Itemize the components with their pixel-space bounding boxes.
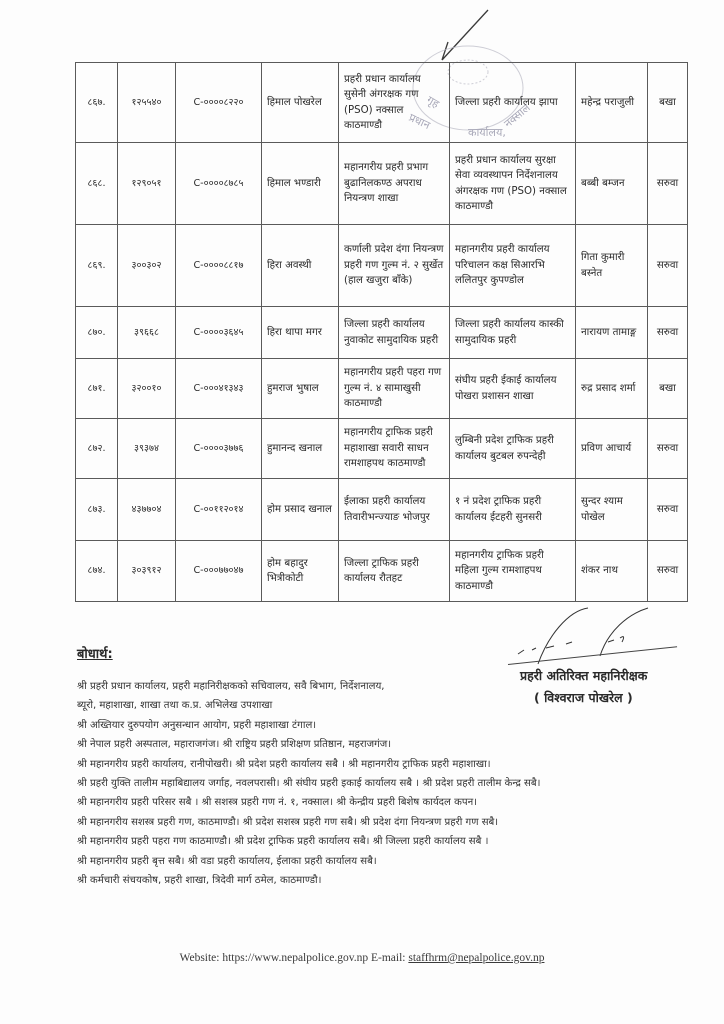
website-text[interactable]: Website: https://www.nepalpolice.gov.np xyxy=(179,952,369,964)
svg-text:नक्साल: नक्साल xyxy=(501,101,533,131)
table-row xyxy=(76,359,688,419)
current-office-cell: महानगरीय प्रहरी पहरा गण गुल्म नं. ४ सामाखुसी काठमाण्डौ xyxy=(339,359,450,419)
table-row xyxy=(76,225,688,307)
code-number-cell: C-०००४१३४३ xyxy=(176,359,262,419)
replacement-name-cell: प्रविण आचार्य xyxy=(576,419,648,479)
new-office-cell: महानगरीय प्रहरी कार्यालय परिचालन कक्ष सिआरभि ललितपुर कुपण्डोल xyxy=(450,225,576,307)
employee-id-cell: ३०३९१२ xyxy=(118,541,176,602)
employee-name-cell: हिमाल पोखरेल xyxy=(262,63,339,143)
svg-text:प्रधान: प्रधान xyxy=(406,110,433,133)
table-row xyxy=(76,541,688,602)
cc-line: श्री महानगरीय प्रहरी पहरा गण काठमाण्डौ। श्री प्रदेश ट्राफिक प्रहरी कार्यालय सबै। श्री जिल्ला प्रहरी कार्यालय सबै । xyxy=(77,836,489,848)
replacement-name-cell: महेन्द्र पराजुली xyxy=(576,63,648,143)
new-office-cell: प्रहरी प्रधान कार्यालय सुरक्षा सेवा व्यवस्थापन निर्देशनालय अंगरक्षक गण (PSO) नक्साल काठमाण्डौ xyxy=(450,143,576,225)
code-number-cell: C-००००३७७६ xyxy=(176,419,262,479)
table-row xyxy=(76,479,688,541)
employee-name-cell: होम प्रसाद खनाल xyxy=(262,479,339,541)
svg-text:कार्यालय,: कार्यालय, xyxy=(468,126,506,139)
replacement-name-cell: नारायण तामाङ्ग xyxy=(576,307,648,359)
table-row xyxy=(76,419,688,479)
employee-name-cell: हिरा अवस्थी xyxy=(262,225,339,307)
new-office-cell: १ नं प्रदेश ट्राफिक प्रहरी कार्यालय ईटहरी सुनसरी xyxy=(450,479,576,541)
serial-number-cell: ८७४. xyxy=(76,541,118,602)
replacement-name-cell: बब्बी बम्जन xyxy=(576,143,648,225)
current-office-cell: कर्णाली प्रदेश दंगा नियन्त्रण प्रहरी गण गुल्म नं. २ सुर्खेत (हाल खजुरा बाँके) xyxy=(339,225,450,307)
svg-text:गृह: गृह xyxy=(424,93,442,111)
serial-number-cell: ८७२. xyxy=(76,419,118,479)
current-office-cell: प्रहरी प्रधान कार्यालय सुसेनी अंगरक्षक गण (PSO) नक्साल काठमाण्डौ xyxy=(339,63,450,143)
employee-id-cell: ३००३०२ xyxy=(118,225,176,307)
code-number-cell: C-००११२०१४ xyxy=(176,479,262,541)
replacement-name-cell: रुद्र प्रसाद शर्मा xyxy=(576,359,648,419)
employee-id-cell: ४३७७०४ xyxy=(118,479,176,541)
current-office-cell: जिल्ला ट्राफिक प्रहरी कार्यालय रौतहट xyxy=(339,541,450,602)
transfer-type-cell: सरुवा xyxy=(648,541,688,602)
code-number-cell: C-०००७७०४७ xyxy=(176,541,262,602)
email-link[interactable]: staffhrm@nepalpolice.gov.np xyxy=(408,952,545,964)
employee-id-cell: ३२००१० xyxy=(118,359,176,419)
table-row xyxy=(76,143,688,225)
transfer-type-cell: बखा xyxy=(648,63,688,143)
current-office-cell: महानगरीय प्रहरी प्रभाग बुढानिलकण्ठ अपराध नियन्त्रण शाखा xyxy=(339,143,450,225)
replacement-name-cell: गिता कुमारी बस्नेत xyxy=(576,225,648,307)
signatory-title: प्रहरी अतिरिक्त महानिरीक्षक xyxy=(520,668,648,683)
employee-name-cell: हिमाल भण्डारी xyxy=(262,143,339,225)
employee-name-cell: हुमराज भुषाल xyxy=(262,359,339,419)
cc-line: श्री महानगरीय प्रहरी परिसर सबै । श्री सशस्त्र प्रहरी गण नं. १, नक्साल। श्री केन्द्रीय प्रहरी बिशेष कार्यदल कपन। xyxy=(77,797,477,809)
serial-number-cell: ८६७. xyxy=(76,63,118,143)
cc-line: श्री महानगरीय प्रहरी कार्यालय, रानीपोखरी। श्री प्रदेश प्रहरी कार्यालय सबै । श्री महानगरीय ट्राफिक प्रहरी महाशाखा। xyxy=(77,758,491,770)
employee-id-cell: ३९६६८ xyxy=(118,307,176,359)
cc-line: श्री महानगरीय सशस्त्र प्रहरी गण, काठमाण्डौ। श्री प्रदेश सशस्त्र प्रहरी गण सबै। श्री प्रदेश दंगा नियन्त्रण प्रहरी गण सबै। xyxy=(77,816,499,828)
cc-line: श्री प्रहरी युक्ति तालीम महाबिद्यालय जर्गाह, नवलपरासी। श्री संघीय प्रहरी इकाई कार्यालय सबै । श्री प्रदेश प्रहरी तालीम केन्द्र सबै। xyxy=(77,778,541,790)
transfer-table xyxy=(75,62,688,602)
cc-heading: बोधार्थ: xyxy=(77,647,113,662)
transfer-type-cell: बखा xyxy=(648,359,688,419)
cc-line: श्री अख्तियार दुरुपयोग अनुसन्धान आयोग, प्रहरी महाशाखा टंगाल। xyxy=(77,719,317,731)
employee-id-cell: ३९३७४ xyxy=(118,419,176,479)
serial-number-cell: ८७३. xyxy=(76,479,118,541)
cc-line: ब्यूरो, महाशाखा, शाखा तथा क.प्र. अभिलेख उपशाखा xyxy=(77,700,273,712)
new-office-cell: लुम्बिनी प्रदेश ट्राफिक प्रहरी कार्यालय बुटबल रुपन्देही xyxy=(450,419,576,479)
signatory-name: ( विश्वराज पोखरेल ) xyxy=(534,690,633,705)
code-number-cell: C-००००८७८५ xyxy=(176,143,262,225)
table-row xyxy=(76,307,688,359)
code-number-cell: C-००००८८१७ xyxy=(176,225,262,307)
transfer-type-cell: सरुवा xyxy=(648,307,688,359)
footer xyxy=(0,952,724,964)
employee-id-cell: १२५५४० xyxy=(118,63,176,143)
current-office-cell: महानगरीय ट्राफिक प्रहरी महाशाखा सवारी साधन रामशाहपथ काठमाण्डौ xyxy=(339,419,450,479)
replacement-name-cell: सुन्दर श्याम पोखेल xyxy=(576,479,648,541)
serial-number-cell: ८७१. xyxy=(76,359,118,419)
cc-line: श्री प्रहरी प्रधान कार्यालय, प्रहरी महानिरीक्षकको सचिवालय, सवै बिभाग, निर्देशनालय, xyxy=(77,681,385,692)
replacement-name-cell: शंकर नाथ xyxy=(576,541,648,602)
email-label: E-mail: xyxy=(370,952,406,964)
employee-name-cell: होम बहादुर भित्रीकोटी xyxy=(262,541,339,602)
employee-name-cell: हिरा थापा मगर xyxy=(262,307,339,359)
employee-name-cell: हुमानन्द खनाल xyxy=(262,419,339,479)
cc-list xyxy=(77,677,541,890)
handwritten-tick-mark xyxy=(430,8,490,66)
new-office-cell: महानगरीय ट्राफिक प्रहरी महिला गुल्म रामशाहपथ काठमाण्डौ xyxy=(450,541,576,602)
code-number-cell: C-००००३६४५ xyxy=(176,307,262,359)
serial-number-cell: ८६८. xyxy=(76,143,118,225)
new-office-cell: जिल्ला प्रहरी कार्यालय कास्की सामुदायिक प्रहरी xyxy=(450,307,576,359)
current-office-cell: जिल्ला प्रहरी कार्यालय नुवाकोट सामुदायिक प्रहरी xyxy=(339,307,450,359)
code-number-cell: C-००००८२२० xyxy=(176,63,262,143)
employee-id-cell: १२९०५१ xyxy=(118,143,176,225)
serial-number-cell: ८७०. xyxy=(76,307,118,359)
cc-line: श्री नेपाल प्रहरी अस्पताल, महाराजगंज। श्री राष्ट्रिय प्रहरी प्रशिक्षण प्रतिष्ठान, महराजगंज। xyxy=(77,739,392,751)
transfer-type-cell: सरुवा xyxy=(648,479,688,541)
table-row xyxy=(76,63,688,143)
cc-line: श्री कर्मचारी संचयकोष, प्रहरी शाखा, त्रिदेवी मार्ग ठमेल, काठमाण्डौ। xyxy=(77,875,322,887)
transfer-type-cell: सरुवा xyxy=(648,419,688,479)
new-office-cell: संघीय प्रहरी ईकाई कार्यालय पोखरा प्रशासन शाखा xyxy=(450,359,576,419)
cc-line: श्री महानगरीय प्रहरी बृत्त सबै। श्री वडा प्रहरी कार्यालय, ईलाका प्रहरी कार्यालय सबै। xyxy=(77,855,377,867)
current-office-cell: ईलाका प्रहरी कार्यालय तिवारीभन्ज्याङ भोजपुर xyxy=(339,479,450,541)
transfer-type-cell: सरुवा xyxy=(648,143,688,225)
new-office-cell: जिल्ला प्रहरी कार्यालय झापा xyxy=(450,63,576,143)
serial-number-cell: ८६९. xyxy=(76,225,118,307)
transfer-type-cell: सरुवा xyxy=(648,225,688,307)
